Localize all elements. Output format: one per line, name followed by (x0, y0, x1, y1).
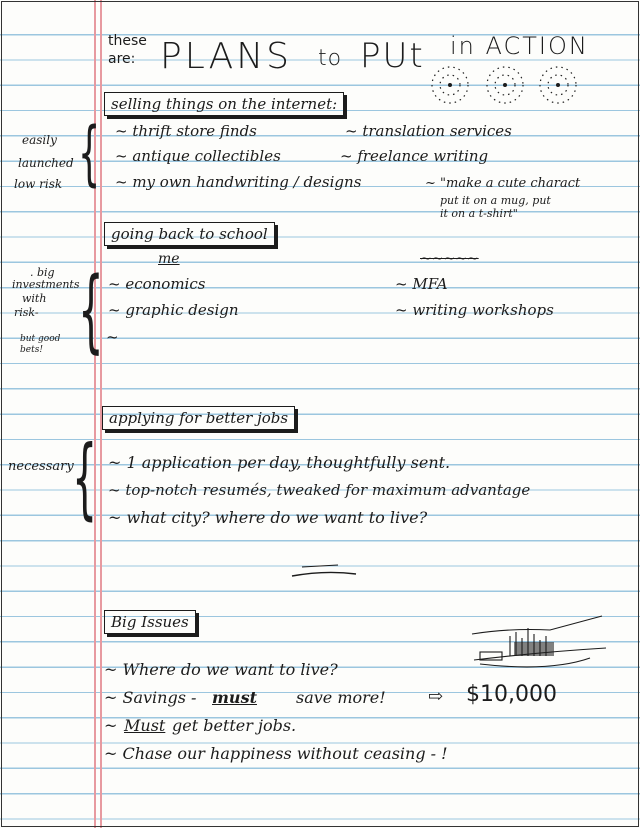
margin-note-big: . big (30, 266, 55, 279)
item-better-jobs: get better jobs. (172, 716, 297, 735)
item-must: must (212, 688, 257, 707)
margin-note-low-risk: low risk (14, 177, 63, 191)
brace-section3: { (72, 426, 98, 529)
item-resumes: ~ top-notch resumés, tweaked for maximum advantage (108, 481, 531, 499)
item-what-city: ~ what city? where do we want to live? (108, 508, 428, 527)
header-to: to (318, 46, 343, 71)
margin-note-investments: investments (12, 278, 80, 291)
column-struck: ~~~~~ (420, 251, 479, 267)
item-freelance: ~ freelance writing (340, 147, 489, 165)
item-application: ~ 1 application per day, thoughtfully sent. (108, 453, 451, 472)
city-skyline-doodle (470, 612, 610, 674)
item-ten-thousand: $10,000 (466, 682, 557, 707)
item-save-more: save more! (296, 688, 386, 707)
margin-note-bets: bets! (20, 345, 43, 355)
margin-note-but-good: but good (20, 334, 61, 344)
section-title-school: going back to school (104, 222, 275, 246)
column-me: me (158, 251, 180, 267)
dash-doodle (290, 562, 360, 582)
item-tilde: ~ (104, 716, 118, 735)
header-plans: PLANS (160, 36, 292, 77)
section-title-jobs: applying for better jobs (102, 406, 295, 430)
brace-section1: { (78, 112, 101, 194)
header-put: PUt (360, 36, 425, 76)
header-these: these (108, 33, 147, 49)
section-title-selling: selling things on the internet: (104, 92, 344, 116)
section-title-big-issues: Big Issues (104, 610, 196, 634)
item-translation: ~ translation services (345, 122, 512, 140)
item-savings: ~ Savings - (104, 688, 197, 707)
header-in-action: in ACTION (450, 32, 589, 60)
margin-note-necessary: necessary (8, 459, 74, 474)
item-handwriting: ~ my own handwriting / designs (115, 173, 362, 191)
item-chase-happiness: ~ Chase our happiness without ceasing - ! (104, 744, 448, 763)
margin-note-with: with (22, 292, 47, 305)
item-thrift-store: ~ thrift store finds (115, 122, 257, 140)
item-where-live: ~ Where do we want to live? (104, 660, 338, 679)
item-blank: ~ (106, 328, 119, 346)
item-must-2: Must (124, 716, 166, 735)
margin-note-launched: launched (18, 156, 74, 170)
item-economics: ~ economics (108, 275, 206, 293)
margin-note-risk: risk- (14, 306, 39, 319)
arrow-icon: ⇨ (428, 686, 444, 707)
item-mfa: ~ MFA (395, 275, 448, 293)
item-writing-workshops: ~ writing workshops (395, 301, 554, 319)
item-cute-character: ~ "make a cute charact (425, 176, 581, 191)
item-graphic-design: ~ graphic design (108, 301, 239, 319)
header-are: are: (108, 51, 136, 67)
brace-section2: { (78, 258, 104, 363)
item-tshirt-line: it on a t-shirt" (440, 207, 518, 220)
item-antique: ~ antique collectibles (115, 147, 281, 165)
margin-note-easily: easily (22, 133, 57, 147)
flower-doodle (420, 60, 590, 110)
item-mug-line: put it on a mug, put (440, 194, 551, 207)
